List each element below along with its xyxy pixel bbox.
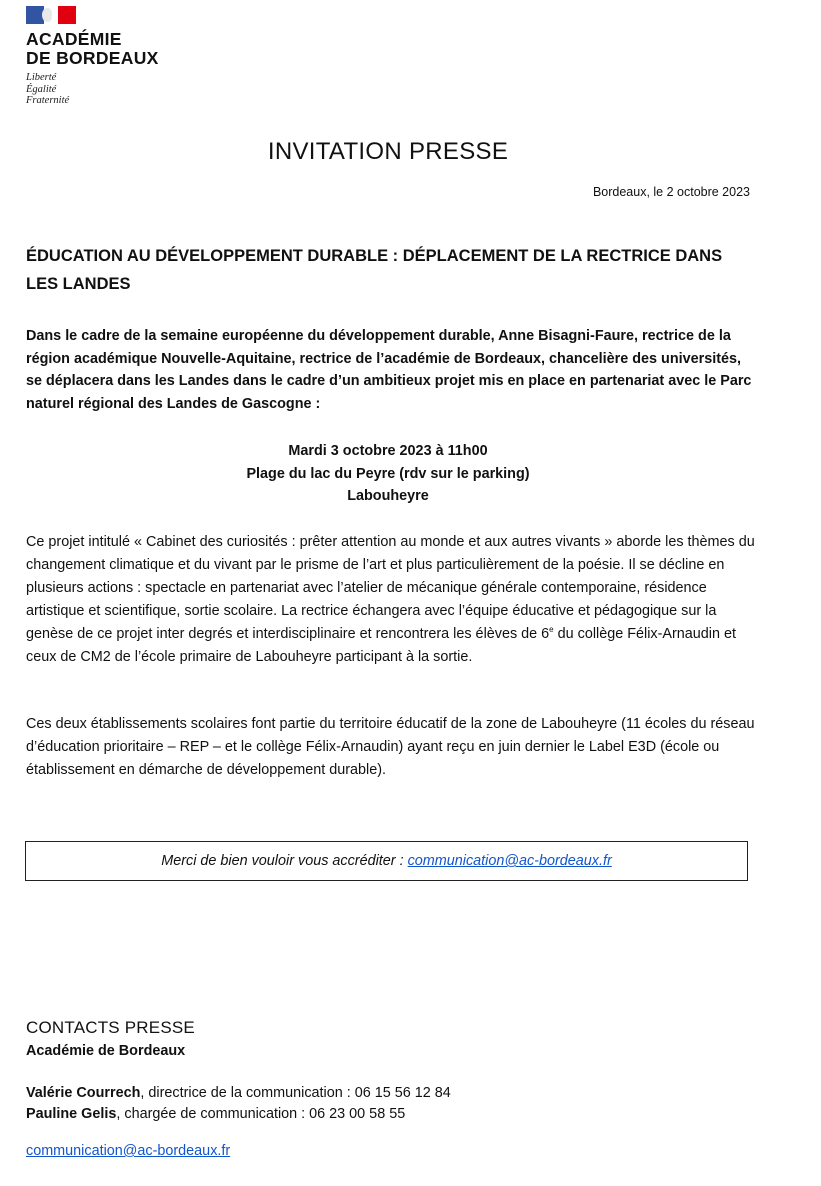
event-town: Labouheyre	[347, 488, 429, 504]
accreditation-email-link[interactable]: communication@ac-bordeaux.fr	[407, 853, 612, 869]
motto-liberte: Liberté	[26, 72, 57, 83]
academy-name-line1: ACADÉMIE	[26, 29, 122, 49]
contact-name: Valérie Courrech	[26, 1085, 141, 1101]
accreditation-text: Merci de bien vouloir vous accréditer :	[161, 853, 404, 869]
contact-email-link[interactable]: communication@ac-bordeaux.fr	[26, 1143, 231, 1159]
academy-name	[26, 30, 159, 68]
contact-phone: 06 15 56 12 84	[354, 1085, 451, 1101]
accreditation-box	[25, 841, 748, 881]
marianne-flag-icon	[26, 6, 76, 24]
academy-name-line2: DE BORDEAUX	[26, 48, 159, 68]
event-datetime: Mardi 3 octobre 2023 à 11h00	[288, 443, 488, 459]
project-paragraph-part1: Ce projet intitulé « Cabinet des curiosités : prêter attention au monde et aux autres vivants » aborde les thèmes du changement climatique et du vivant par le prisme de l’art et plus particulièrement de la poésie. Il se décline en plusieurs actions : spectacle en partenariat avec l’atelier de mécanique générale contemporaine, résidence artistique et scientifique, sortie scolaire. La rectrice échangera avec l’équipe éducative et pédagogique sur la genèse de ce projet inter degrés et interdisciplinaire et rencontrera les élèves de 6	[26, 534, 755, 642]
headline: ÉDUCATION AU DÉVELOPPEMENT DURABLE : DÉPLACEMENT DE LA RECTRICE DANS LES LANDES	[26, 247, 723, 293]
contact-role: , directrice de la communication :	[140, 1085, 355, 1101]
document-date: Bordeaux, le 2 octobre 2023	[592, 185, 750, 199]
motto-fraternite: Fraternité	[26, 95, 70, 106]
contacts-organization: Académie de Bordeaux	[26, 1043, 186, 1059]
event-details	[0, 440, 776, 508]
republic-motto	[26, 72, 159, 107]
contact-phone: 06 23 00 58 55	[309, 1106, 406, 1122]
contact-email	[26, 1143, 230, 1159]
contact-person	[26, 1106, 405, 1122]
motto-egalite: Égalité	[26, 83, 57, 95]
event-place: Plage du lac du Peyre (rdv sur le parking)	[246, 465, 530, 482]
contacts-title: CONTACTS PRESSE	[26, 1018, 195, 1037]
intro-paragraph: Dans le cadre de la semaine européenne du développement durable, Anne Bisagni-Faure, rectrice de la région académique Nouvelle-Aquitaine, rectrice de l’académie de Bordeaux, chancelière des universités, se déplacera dans les Landes dans le cadre d’un ambitieux projet mis en place en partenariat avec le Parc naturel régional des Landes de Gascogne :	[26, 328, 752, 412]
academy-logo	[26, 6, 159, 107]
project-paragraph-part2: du collège Félix-Arnaudin et ceux de CM2 de l’école primaire de Labouheyre participant à la sortie.	[26, 626, 737, 665]
project-paragraph	[26, 531, 756, 669]
contact-person	[26, 1085, 451, 1101]
contact-role: , chargée de communication :	[116, 1106, 310, 1122]
contact-name: Pauline Gelis	[26, 1106, 117, 1122]
schools-paragraph: Ces deux établissements scolaires font partie du territoire éducatif de la zone de Labouheyre (11 écoles du réseau d’éducation prioritaire – REP – et le collège Félix-Arnaudin) ayant reçu en juin dernier le Label E3D (école ou établissement en démarche de développement durable).	[26, 716, 755, 778]
ordinal-superscript: e	[549, 625, 554, 634]
document-title: INVITATION PRESSE	[267, 138, 509, 165]
